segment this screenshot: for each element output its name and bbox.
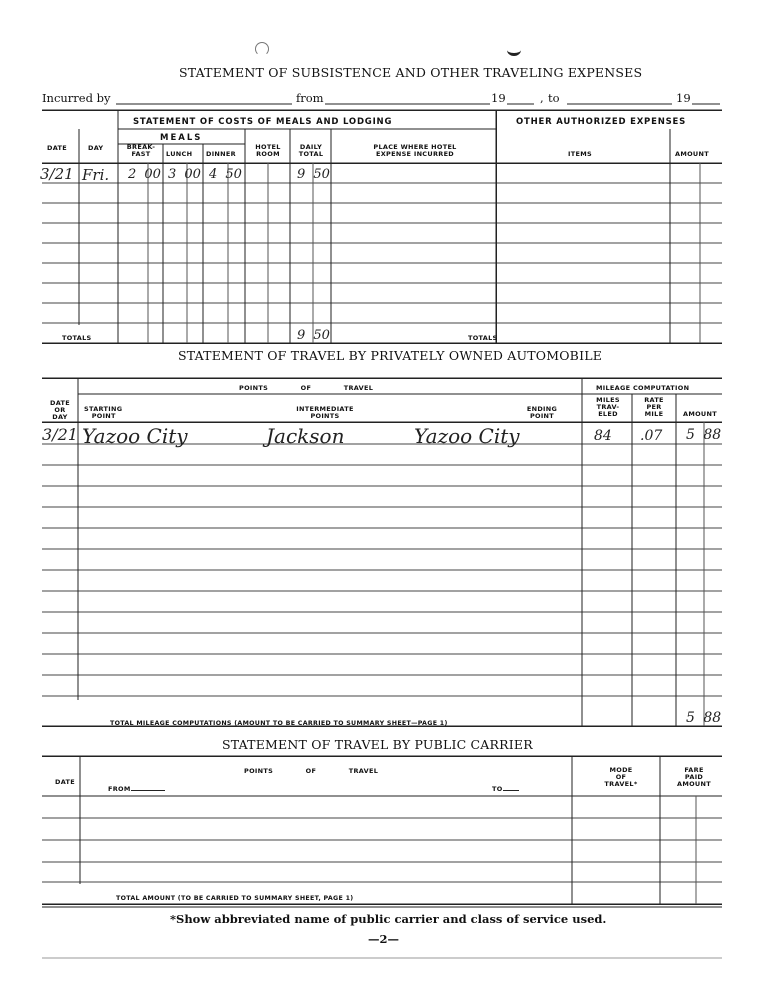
col-daily-total: DAILY TOTAL xyxy=(298,143,324,158)
comma-mark: , xyxy=(540,91,544,105)
auto-entry-date: 3/21 xyxy=(42,425,78,444)
carrier-col-mode: MODE OF TRAVEL* xyxy=(604,766,638,788)
meal-entry-day: Fri. xyxy=(82,166,110,184)
auto-total-amount: 5 88 xyxy=(686,710,722,726)
col-starting-point: STARTING POINT xyxy=(84,405,123,420)
carrier-total-label: TOTAL AMOUNT (TO BE CARRIED TO SUMMARY SHEET, PAGE 1) xyxy=(116,895,354,902)
from-label: from xyxy=(296,91,324,105)
col-ending-point: ENDING POINT xyxy=(526,405,558,420)
col-dinner: DINNER xyxy=(206,150,236,158)
meal-entry-date: 3/21 xyxy=(40,165,74,183)
col-amount: AMOUNT xyxy=(675,150,709,158)
incurred-by-label: Incurred by xyxy=(42,91,111,105)
meals-table-title: STATEMENT OF COSTS OF MEALS AND LODGING xyxy=(133,117,393,127)
other-expenses-title: OTHER AUTHORIZED EXPENSES xyxy=(516,117,687,127)
year-label: 19 xyxy=(491,91,506,105)
auto-entry-ending-point: Yazoo City xyxy=(414,424,520,448)
mileage-computation-header: MILEAGE COMPUTATION xyxy=(596,384,690,392)
meal-entry-lunch: 3 00 xyxy=(168,167,201,182)
meals-group-header: MEALS xyxy=(160,133,203,143)
auto-section-title: STATEMENT OF TRAVEL BY PRIVATELY OWNED AUTOMOBILE xyxy=(178,348,603,363)
carrier-col-from: FROM xyxy=(108,786,165,793)
auto-entry-miles: 84 xyxy=(594,428,612,444)
col-breakfast: BREAK- FAST xyxy=(126,143,156,158)
col-place: PLACE WHERE HOTEL EXPENSE INCURRED xyxy=(373,143,457,158)
footnote: *Show abbreviated name of public carrier and class of service used. xyxy=(170,912,607,926)
punch-hole-mark xyxy=(507,44,521,56)
auto-entry-intermediate: Jackson xyxy=(266,424,345,448)
col-hotel-room: HOTEL ROOM xyxy=(255,143,281,158)
form-title: STATEMENT OF SUBSISTENCE AND OTHER TRAVELING EXPENSES xyxy=(179,65,643,80)
col-date-or-day: DATE OR DAY xyxy=(50,399,70,421)
carrier-col-to: TO xyxy=(492,786,519,793)
totals-label-right: TOTALS xyxy=(468,334,498,342)
carrier-col-date: DATE xyxy=(55,778,75,786)
meal-entry-breakfast: 2 00 xyxy=(128,167,161,182)
col-date: DATE xyxy=(47,144,67,152)
totals-label-left: TOTALS xyxy=(62,334,92,342)
carrier-section-title: STATEMENT OF TRAVEL BY PUBLIC CARRIER xyxy=(222,737,533,752)
carrier-points-of-travel: POINTS OF TRAVEL xyxy=(244,767,379,775)
col-day: DAY xyxy=(88,144,104,152)
col-items: ITEMS xyxy=(568,150,592,158)
meal-entry-dinner: 4 50 xyxy=(209,167,242,182)
total-mileage-label: TOTAL MILEAGE COMPUTATIONS (AMOUNT TO BE CARRIED TO SUMMARY SHEET—PAGE 1) xyxy=(110,720,448,727)
col-lunch: LUNCH xyxy=(166,150,193,158)
page-number: —2— xyxy=(368,932,400,946)
points-of-travel-header: POINTS OF TRAVEL xyxy=(239,384,374,392)
auto-entry-rate: .07 xyxy=(640,428,663,444)
col-rate-per-mile: RATE PER MILE xyxy=(644,396,664,418)
col-intermediate-points: INTERMEDIATE POINTS xyxy=(296,405,354,420)
punch-hole-mark xyxy=(255,42,269,56)
col-auto-amount: AMOUNT xyxy=(683,410,717,418)
auto-entry-amount: 5 88 xyxy=(686,427,722,443)
carrier-col-fare: FARE PAID AMOUNT xyxy=(677,766,711,788)
auto-entry-starting-point: Yazoo City xyxy=(82,424,188,448)
meal-total-daily: 9 50 xyxy=(297,328,330,343)
col-miles-traveled: MILES TRAV- ELED xyxy=(596,396,620,418)
to-label: to xyxy=(548,91,560,105)
year-label: 19 xyxy=(676,91,691,105)
meal-entry-daily-total: 9 50 xyxy=(297,167,330,182)
